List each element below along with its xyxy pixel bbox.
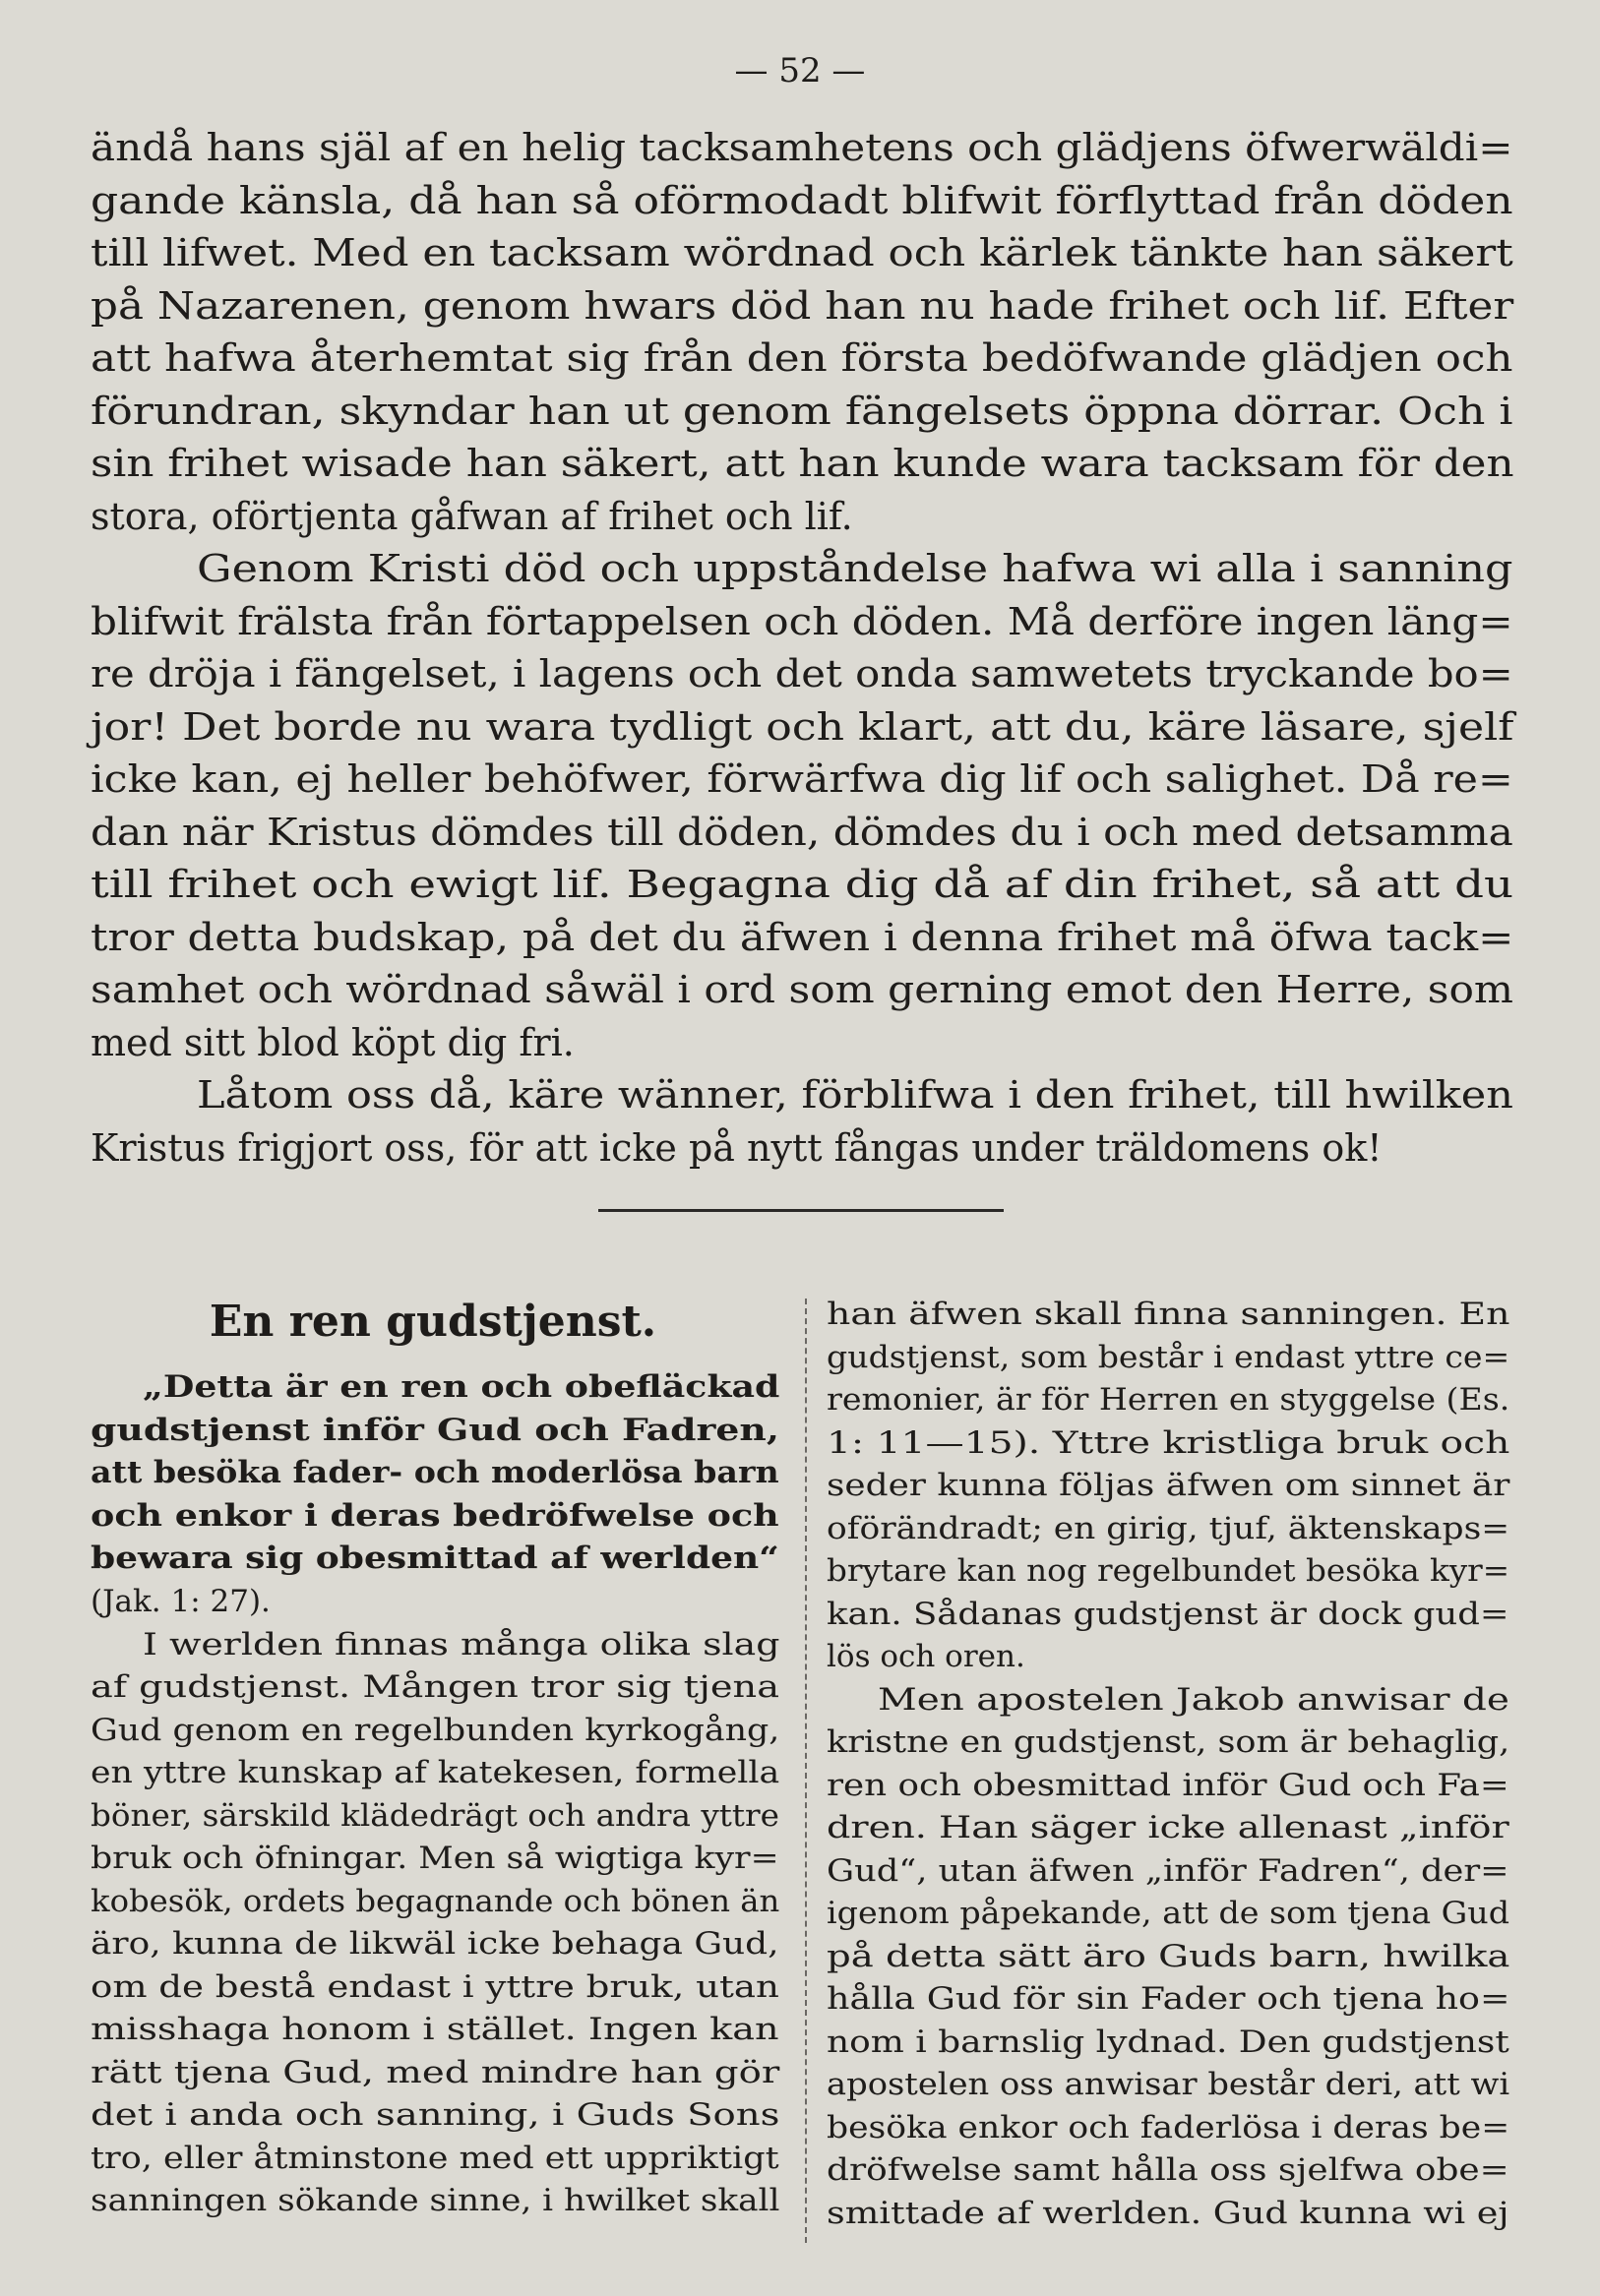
- text-line: Genom Kristi död och uppståndelse hafwa wi alla i sanning: [197, 547, 1513, 590]
- text-line: blifwit frälsta från förtappelsen och döden. Må derföre ingen läng=: [91, 599, 1513, 643]
- text-line: jor! Det borde nu wara tydligt och klart, att du, käre läsare, sjelf: [91, 704, 1514, 749]
- text-line: lös och oren.: [827, 1639, 1025, 1674]
- text-line: han äfwen skall finna sanningen. En: [827, 1297, 1510, 1332]
- text-line: och enkor i deras bedröfwelse och: [91, 1497, 779, 1534]
- text-line: samhet och wördnad såwäl i ord som gerning emot den Herre, som: [91, 968, 1513, 1011]
- text-line: af gudstjenst. Mången tror sig tjena: [91, 1669, 780, 1705]
- text-line: besöka enkor och faderlösa i deras be=: [827, 2109, 1510, 2145]
- section-divider: [598, 1209, 1004, 1212]
- text-line: gudstjenst, som består i endast yttre ce=: [827, 1339, 1510, 1375]
- text-line: remonier, är för Herren en styggelse (Es.: [827, 1382, 1510, 1418]
- text-line: till frihet och ewigt lif. Begagna dig då af din frihet, så att du: [91, 863, 1514, 906]
- text-line: om de bestå endast i yttre bruk, utan: [91, 1968, 779, 2005]
- text-line: (Jak. 1: 27).: [91, 1584, 271, 1619]
- text-line: gudstjenst inför Gud och Fadren,: [91, 1412, 779, 1448]
- text-line: Gud genom en regelbunden kyrkogång,: [91, 1712, 780, 1748]
- text-line: hålla Gud för sin Fader och tjena ho=: [827, 1981, 1510, 2017]
- text-line: sanningen sökande sinne, i hwilket skall: [91, 2183, 780, 2218]
- text-line: Kristus frigjort oss, för att icke på nytt fångas under träldomens ok!: [91, 1125, 1383, 1170]
- section-heading: En ren gudstjenst.: [209, 1297, 657, 1347]
- text-line: Låtom oss då, käre wänner, förblifwa i den frihet, till hwilken: [197, 1073, 1513, 1117]
- text-line: tro, eller åtminstone med ett uppriktigt: [91, 2140, 779, 2176]
- text-line: dren. Han säger icke allenast „inför: [827, 1810, 1509, 1845]
- text-line: ändå hans själ af en helig tacksamhetens och glädjens öfwerwäldi=: [91, 126, 1513, 169]
- text-line: smittade af werlden. Gud kunna wi ej: [827, 2195, 1509, 2231]
- text-line: I werlden finnas många olika slag: [143, 1626, 780, 1662]
- text-line: icke kan, ej heller behöfwer, förwärfwa dig lif och salighet. Då re=: [91, 757, 1513, 801]
- text-line: oförändradt; en girig, tjuf, äktenskaps=: [827, 1510, 1510, 1546]
- text-line: brytare kan nog regelbundet besöka kyr=: [827, 1553, 1510, 1589]
- text-line: dröfwelse samt hålla oss sjelfwa obe=: [827, 2152, 1509, 2188]
- text-line: äro, kunna de likwäl icke behaga Gud,: [91, 1926, 779, 1962]
- text-line: med sitt blod köpt dig fri.: [91, 1020, 575, 1064]
- text-line: bewara sig obesmittad af werlden“: [91, 1541, 779, 1576]
- text-line: på detta sätt äro Guds barn, hwilka: [827, 1938, 1510, 1974]
- text-line: re dröja i fängelset, i lagens och det onda samwetets tryckande bo=: [91, 652, 1513, 695]
- text-line: kristne en gudstjenst, som är behaglig,: [827, 1724, 1510, 1760]
- text-line: på Nazarenen, genom hwars död han nu hade frihet och lif. Efter: [91, 283, 1514, 328]
- text-line: rätt tjena Gud, med mindre han gör: [91, 2054, 780, 2090]
- text-line: ren och obesmittad inför Gud och Fa=: [827, 1767, 1509, 1803]
- text-line: seder kunna följas äfwen om sinnet är: [827, 1468, 1510, 1503]
- text-line: Gud“, utan äfwen „inför Fadren“, der=: [827, 1852, 1509, 1889]
- text-line: sin frihet wisade han säkert, att han kunde wara tacksam för den: [91, 442, 1514, 485]
- text-line: stora, oförtjenta gåfwan af frihet och lif.: [91, 494, 853, 538]
- text-line: till lifwet. Med en tacksam wördnad och kärlek tänkte han säkert: [91, 231, 1513, 274]
- text-line: gande känsla, då han så oförmodadt blifwit förflyttad från döden: [91, 178, 1513, 222]
- text-line: förundran, skyndar han ut genom fängelsets öppna dörrar. Och i: [91, 389, 1513, 433]
- text-line: Men apostelen Jakob anwisar de: [878, 1681, 1509, 1718]
- text-line: misshaga honom i stället. Ingen kan: [91, 2012, 779, 2047]
- text-line: att hafwa återhemtat sig från den första bedöfwande glädjen och: [91, 336, 1513, 380]
- text-line: kan. Sådanas gudstjenst är dock gud=: [827, 1596, 1509, 1632]
- text-line: en yttre kunskap af katekesen, formella: [91, 1755, 780, 1790]
- page-number: — 52 —: [734, 51, 866, 91]
- text-line: igenom påpekande, att de som tjena Gud: [827, 1896, 1510, 1931]
- column-divider: [805, 1299, 807, 2243]
- text-line: nom i barnslig lydnad. Den gudstjenst: [827, 2024, 1509, 2060]
- text-line: „Detta är en ren och obefläckad: [143, 1369, 780, 1405]
- text-line: att besöka fader- och moderlösa barn: [91, 1455, 779, 1490]
- text-line: böner, särskild klädedrägt och andra yttre: [91, 1797, 779, 1834]
- text-line: dan när Kristus dömdes till döden, dömdes du i och med detsamma: [91, 810, 1513, 854]
- text-line: tror detta budskap, på det du äfwen i denna frihet må öfwa tack=: [91, 915, 1514, 959]
- text-line: 1: 11—15). Yttre kristliga bruk och: [827, 1424, 1510, 1461]
- text-line: bruk och öfningar. Men så wigtiga kyr=: [91, 1841, 779, 1876]
- text-line: apostelen oss anwisar består deri, att wi: [827, 2067, 1510, 2102]
- text-line: kobesök, ordets begagnande och bönen än: [91, 1883, 780, 1919]
- text-line: det i anda och sanning, i Guds Sons: [91, 2097, 780, 2133]
